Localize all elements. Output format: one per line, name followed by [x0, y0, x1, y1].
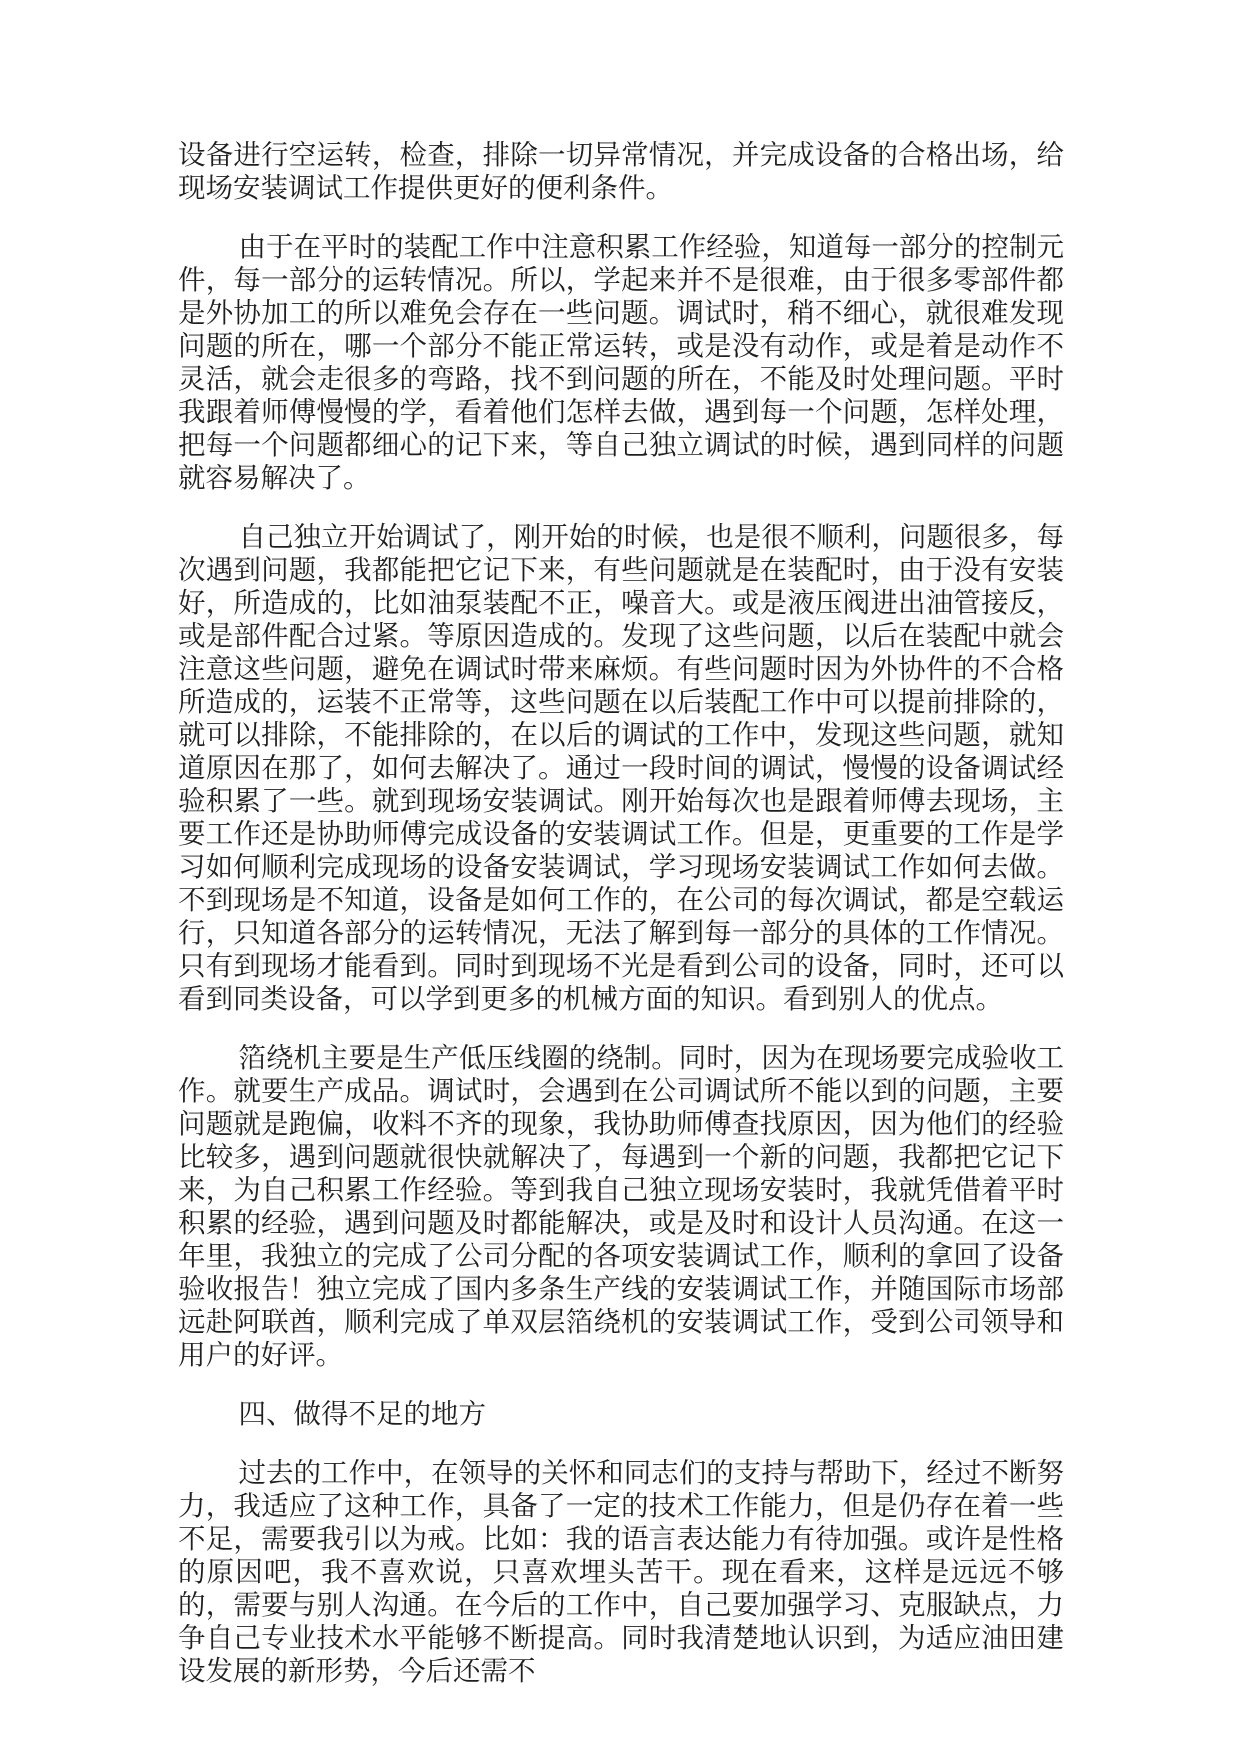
document-text-block	[178, 138, 1064, 1687]
paragraph: 设备进行空运转，检查，排除一切异常情况，并完成设备的合格出场，给现场安装调试工作提供更好的便利条件。	[178, 139, 1064, 203]
paragraph: 箔绕机主要是生产低压线圈的绕制。同时，因为在现场要完成验收工作。就要生产成品。调试时，会遇到在公司调试所不能以到的问题，主要问题就是跑偏，收料不齐的现象，我协助师傅查找原因，因为他们的经验比较多，遇到问题就很快就解决了，每遇到一个新的问题，我都把它记下来，为自己积累工作经验。等到我自己独立现场安装时，我就凭借着平时积累的经验，遇到问题及时都能解决，或是及时和设计人员沟通。在这一年里，我独立的完成了公司分配的各项安装调试工作，顺利的拿回了设备验收报告！独立完成了国内多条生产线的安装调试工作，并随国际市场部远赴阿联酋，顺利完成了单双层箔绕机的安装调试工作，受到公司领导和用户的好评。	[178, 1042, 1064, 1370]
paragraph: 自己独立开始调试了，刚开始的时候，也是很不顺利，问题很多，每次遇到问题，我都能把它记下来，有些问题就是在装配时，由于没有安装好，所造成的，比如油泵装配不正，噪音大。或是液压阀进出油管接反，或是部件配合过紧。等原因造成的。发现了这些问题，以后在装配中就会注意这些问题，避免在调试时带来麻烦。有些问题时因为外协件的不合格所造成的，运装不正常等，这些问题在以后装配工作中可以提前排除的，就可以排除，不能排除的，在以后的调试的工作中，发现这些问题，就知道原因在那了，如何去解决了。通过一段时间的调试，慢慢的设备调试经验积累了一些。就到现场安装调试。刚开始每次也是跟着师傅去现场，主要工作还是协助师傅完成设备的安装调试工作。但是，更重要的工作是学习如何顺利完成现场的设备安装调试，学习现场安装调试工作如何去做。不到现场是不知道，设备是如何工作的，在公司的每次调试，都是空载运行，只知道各部分的运转情况，无法了解到每一部分的具体的工作情况。只有到现场才能看到。同时到现场不光是看到公司的设备，同时，还可以看到同类设备，可以学到更多的机械方面的知识。看到别人的优点。	[178, 521, 1064, 1014]
paragraph: 由于在平时的装配工作中注意积累工作经验，知道每一部分的控制元件，每一部分的运转情况。所以，学起来并不是很难，由于很多零部件都是外协加工的所以难免会存在一些问题。调试时，稍不细心，就很难发现问题的所在，哪一个部分不能正常运转，或是没有动作，或是着是动作不灵活，就会走很多的弯路，找不到问题的所在，不能及时处理问题。平时我跟着师傅慢慢的学，看着他们怎样去做，遇到每一个问题，怎样处理，把每一个问题都细心的记下来，等自己独立调试的时候，遇到同样的问题就容易解决了。	[178, 231, 1064, 493]
paragraph: 过去的工作中，在领导的关怀和同志们的支持与帮助下，经过不断努力，我适应了这种工作，具备了一定的技术工作能力，但是仍存在着一些不足，需要我引以为戒。比如：我的语言表达能力有待加强。或许是性格的原因吧，我不喜欢说，只喜欢埋头苦干。现在看来，这样是远远不够的，需要与别人沟通。在今后的工作中，自己要加强学习、克服缺点，力争自己专业技术水平能够不断提高。同时我清楚地认识到，为适应油田建设发展的新形势，今后还需不	[178, 1457, 1064, 1686]
section-heading: 四、做得不足的地方	[238, 1398, 486, 1429]
